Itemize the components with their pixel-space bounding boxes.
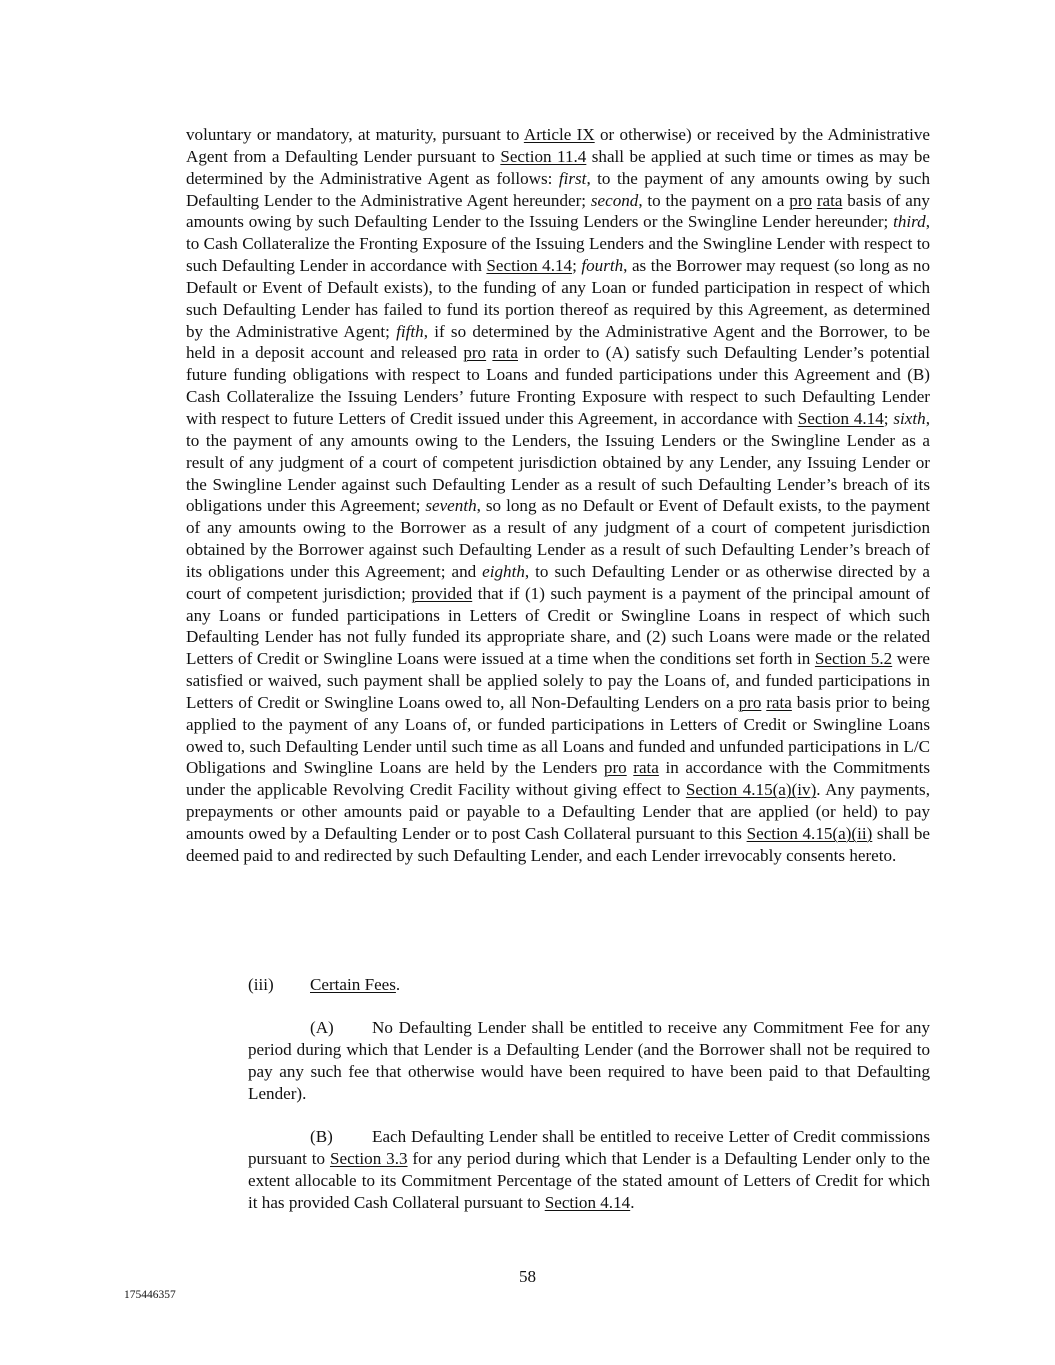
subsection-title: Certain Fees [310, 975, 396, 994]
paragraph-b-text: Each Defaulting Lender shall be entitled to receive Letter of Credit commissions pursuant to Section 3.3 for any period during which that Lender is a Defaulting Lender only to the extent allocable to its Commitment Percentage of the stated amount of Letters of Credit for which it has provided Cash Collateral pursuant to Section 4.14. [248, 1127, 930, 1212]
ordinal-term: third [893, 212, 926, 232]
ordinal-term: eighth [482, 561, 525, 581]
cross-reference: pro [463, 343, 487, 363]
subsection-title-suffix: . [395, 975, 401, 994]
subsection-heading [248, 974, 930, 996]
cross-reference: rata [492, 343, 518, 363]
paragraph-a-text: No Defaulting Lender shall be entitled to receive any Commitment Fee for any period during which that Lender is a Defaulting Lender (and the Borrower shall not be required to pay any such fee that otherwise would have been required to have been paid to that Defaulting Lender). [248, 1018, 930, 1103]
cross-reference: Article IX [523, 125, 595, 144]
paragraph-b [248, 1126, 930, 1213]
cross-reference: pro [738, 692, 762, 712]
cross-reference: rata [766, 692, 792, 712]
cross-reference: Section 11.4 [500, 146, 587, 166]
paragraph-b-label: (B) [310, 1127, 333, 1146]
ordinal-term: first [558, 168, 587, 188]
cross-reference: Section 4.14 [486, 256, 573, 276]
cross-reference: Section 3.3 [329, 1148, 408, 1168]
cross-reference: pro [789, 190, 812, 210]
cross-reference: Section 4.15(a)(iv) [685, 780, 817, 800]
ordinal-term: fifth [396, 321, 424, 341]
cross-reference: rata [633, 758, 659, 778]
main-paragraph: voluntary or mandatory, at maturity, pursuant to Article IX or otherwise) or received by the Administrative Agent from a Defaulting Lender pursuant to Section 11.4 shall be applied at such time or times as may be determined by the Administrative Agent as follows: first, to the payment of any amounts owing by such Defaulting Lender to the Administrative Agent hereunder; second, to the payment on a pro rata basis of any amounts owing by such Defaulting Lender to the Issuing Lenders or the Swingline Lender hereunder; third, to Cash Collateralize the Fronting Exposure of the Issuing Lenders and the Swingline Lender with respect to such Defaulting Lender in accordance with Section 4.14; fourth, as the Borrower may request (so long as no Default or Event of Default exists), to the funding of any Loan or funded participation in respect of which such Defaulting Lender has failed to fund its portion thereof as required by this Agreement, as determined by the Administrative Agent; fifth, if so determined by the Administrative Agent and the Borrower, to be held in a deposit account and released pro rata in order to (A) satisfy such Defaulting Lender’s potential future funding obligations with respect to Loans and funded participations under this Agreement and (B) Cash Collateralize the Issuing Lenders’ future Fronting Exposure with respect to such Defaulting Lender with respect to future Letters of Credit issued under this Agreement, in accordance with Section 4.14; sixth, to the payment of any amounts owing to the Lenders, the Issuing Lenders or the Swingline Lender as a result of any judgment of a court of competent jurisdiction obtained by any Lender, any Issuing Lender or the Swingline Lender against such Defaulting Lender as a result of such Defaulting Lender’s breach of its obligations under this Agreement; seventh, so long as no Default or Event of Default exists, to the payment of any amounts owing to the Borrower as a result of any judgment of a court of competent jurisdiction obtained by the Borrower against such Defaulting Lender as a result of such Defaulting Lender’s breach of its obligations under this Agreement; and eighth, to such Defaulting Lender or as otherwise directed by a court of competent jurisdiction; provided that if (1) such payment is a payment of the principal amount of any Loans or funded participations in Letters of Credit or Swingline Loans in respect of which such Defaulting Lender has not fully funded its appropriate share, and (2) such Loans were made or the related Letters of Credit or Swingline Loans were issued at a time when the conditions set forth in Section 5.2 were satisfied or waived, such payment shall be applied solely to pay the Loans of, and funded participations in Letters of Credit or Swingline Loans owed to, all Non-Defaulting Lenders on a pro rata basis prior to being applied to the payment of any Loans of, or funded participations in Letters of Credit or Swingline Loans owed to, such Defaulting Lender until such time as all Loans and funded and unfunded participations in L/C Obligations and Swingline Loans are held by the Lenders pro rata in accordance with the Commitments under the applicable Revolving Credit Facility without giving effect to Section 4.15(a)(iv). Any payments, prepayments or other amounts paid or payable to a Defaulting Lender that are applied (or held) to pay amounts owed by a Defaulting Lender or to post Cash Collateral pursuant to this Section 4.15(a)(ii) shall be deemed paid to and redirected by such Defaulting Lender, and each Lender irrevocably consents hereto. [186, 125, 931, 865]
page-number: 58 [518, 1267, 537, 1286]
cross-reference: Section 4.14 [797, 408, 884, 428]
ordinal-term: second [590, 190, 639, 210]
cross-reference: provided [411, 583, 473, 603]
subsection-number: (iii) [248, 975, 274, 994]
ordinal-term: sixth [893, 408, 926, 428]
cross-reference: Section 5.2 [814, 649, 893, 669]
cross-reference: pro [603, 758, 627, 778]
cross-reference: Section 4.14 [544, 1192, 631, 1212]
paragraph-a [248, 1017, 930, 1104]
cross-reference: rata [816, 190, 843, 210]
ordinal-term: fourth [581, 256, 624, 276]
ordinal-term: seventh [425, 496, 477, 516]
paragraph-a-label: (A) [310, 1018, 334, 1037]
document-id: 175446357 [124, 1289, 176, 1301]
cross-reference: Section 4.15(a)(ii) [746, 824, 873, 843]
